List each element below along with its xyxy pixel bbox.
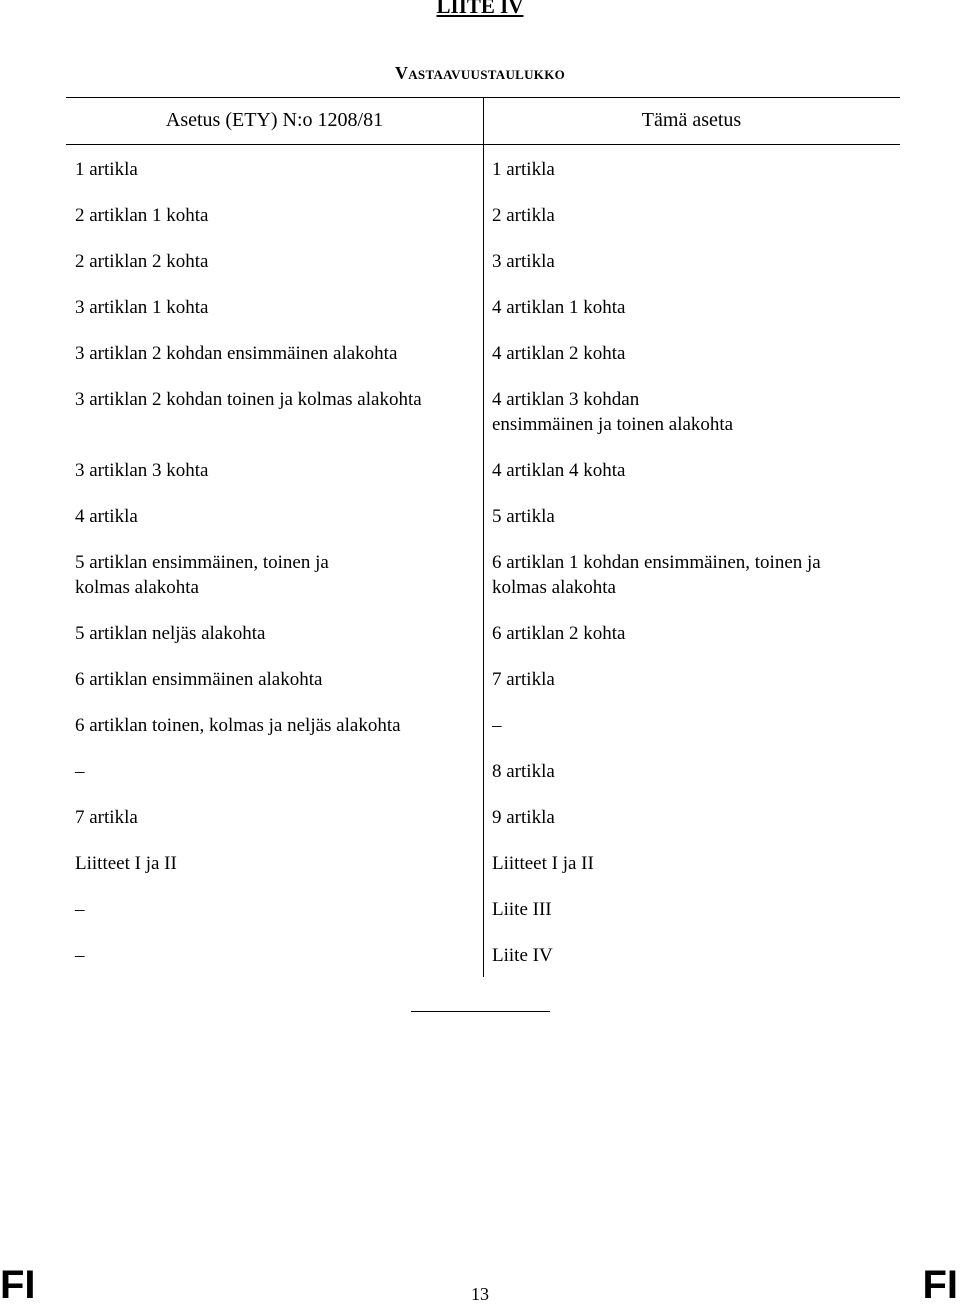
table-cell-right: Liite III [492, 899, 552, 920]
table-cell-left: 3 artiklan 2 kohdan ensimmäinen alakohta [75, 343, 398, 364]
table-cell-left: – [75, 945, 85, 966]
table-cell-left: 1 artikla [75, 159, 138, 180]
table-cell-left: 3 artiklan 2 kohdan toinen ja kolmas alakohta [75, 389, 422, 410]
table-cell-right: 2 artikla [492, 205, 555, 226]
table-cell-right: – [492, 715, 502, 736]
table-cell-left: kolmas alakohta [75, 577, 199, 598]
table-cell-right: Liite IV [492, 945, 553, 966]
page-number: 13 [471, 1284, 489, 1304]
table-cell-left: 2 artiklan 1 kohta [75, 205, 209, 226]
table-cell-right: 3 artikla [492, 251, 555, 272]
table-cell-left: 5 artiklan neljäs alakohta [75, 623, 266, 644]
annex-title: LIITE IV [436, 0, 524, 18]
table-cell-left: 4 artikla [75, 506, 138, 527]
column-header-right: Tämä asetus [641, 109, 742, 131]
table-cell-right: 5 artikla [492, 506, 555, 527]
footer-language-code-left: FI [0, 1263, 36, 1307]
table-cell-right: Liitteet I ja II [492, 853, 594, 874]
table-cell-right: kolmas alakohta [492, 577, 616, 598]
table-cell-right: 4 artiklan 3 kohdan [492, 389, 640, 410]
table-cell-right: ensimmäinen ja toinen alakohta [492, 414, 734, 435]
end-of-table-rule [411, 1011, 550, 1012]
column-header-left: Asetus (ETY) N:o 1208/81 [165, 109, 384, 131]
table-cell-left: Liitteet I ja II [75, 853, 177, 874]
table-cell-left: – [75, 761, 85, 782]
table-cell-right: 4 artiklan 4 kohta [492, 460, 626, 481]
table-cell-left: 6 artiklan ensimmäinen alakohta [75, 669, 323, 690]
table-cell-right: 8 artikla [492, 761, 555, 782]
table-cell-left: 3 artiklan 3 kohta [75, 460, 209, 481]
table-cell-right: 4 artiklan 2 kohta [492, 343, 626, 364]
footer-language-code-right: FI [922, 1263, 958, 1307]
table-cell-left: 6 artiklan toinen, kolmas ja neljäs alakohta [75, 715, 401, 736]
table-cell-right: 6 artiklan 2 kohta [492, 623, 626, 644]
table-cell-left: 5 artiklan ensimmäinen, toinen ja [75, 552, 329, 573]
table-cell-right: 7 artikla [492, 669, 555, 690]
table-title: Vastaavuustaulukko [394, 63, 566, 83]
table-cell-right: 4 artiklan 1 kohta [492, 297, 626, 318]
table-cell-left: 7 artikla [75, 807, 138, 828]
table-cell-right: 9 artikla [492, 807, 555, 828]
table-cell-right: 1 artikla [492, 159, 555, 180]
table-cell-left: 3 artiklan 1 kohta [75, 297, 209, 318]
table-cell-left: – [75, 899, 85, 920]
table-cell-right: 6 artiklan 1 kohdan ensimmäinen, toinen ja [492, 552, 821, 573]
table-cell-left: 2 artiklan 2 kohta [75, 251, 209, 272]
